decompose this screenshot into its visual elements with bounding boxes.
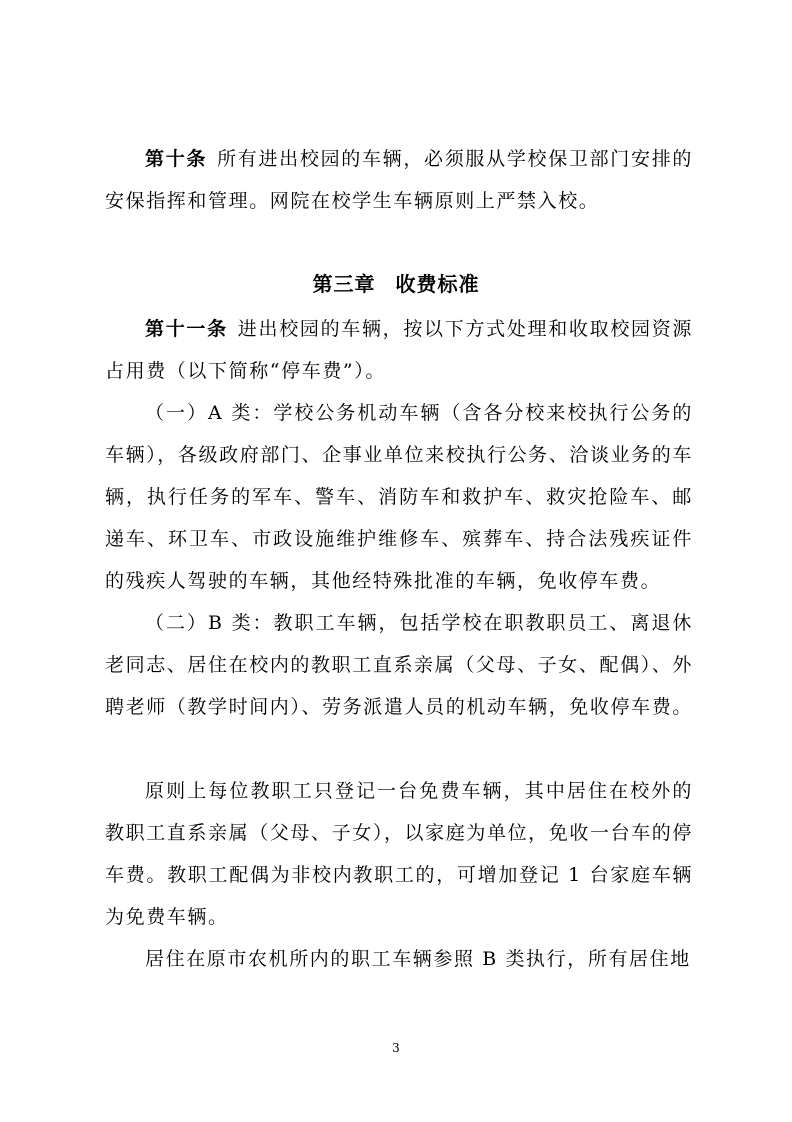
article-11-paragraph bbox=[105, 308, 693, 392]
item-b-paragraph: （二）B 类：教职工车辆，包括学校在职教职员工、离退休老同志、居住在校内的教职工直系亲属（父母、子女、配偶）、外聘老师（教学时间内）、劳务派遣人员的机动车辆，免收停车费。 bbox=[105, 612, 693, 718]
chapter-title: 收费标准 bbox=[395, 272, 480, 296]
registration-rule-paragraph: 原则上每位教职工只登记一台免费车辆，其中居住在校外的教职工直系亲属（父母、子女），以家庭为单位，免收一台车的停车费。教职工配偶为非校内教职工的，可增加登记 1 台家庭车辆为免费车辆。 bbox=[105, 780, 693, 928]
farm-machinery-institute-paragraph: 居住在原市农机所内的职工车辆参照 B 类执行，所有居住地 bbox=[145, 948, 691, 970]
chapter-number: 第三章 bbox=[312, 272, 376, 296]
article-10-text: 所有进出校园的车辆，必须服从学校保卫部门安排的安保指挥和管理。网院在校学生车辆原则上严禁入校。 bbox=[105, 148, 693, 212]
article-10-paragraph bbox=[105, 138, 693, 222]
page-number: 3 bbox=[392, 1041, 400, 1055]
article-10-lead: 第十条 bbox=[145, 148, 208, 170]
article-11-text: 进出校园的车辆，按以下方式处理和收取校园资源占用费（以下简称“停车费”）。 bbox=[105, 318, 694, 382]
article-11-lead: 第十一条 bbox=[145, 318, 228, 340]
item-a-paragraph: （一）A 类：学校公务机动车辆（含各分校来校执行公务的车辆），各级政府部门、企事业单位来校执行公务、洽谈业务的车辆，执行任务的军车、警车、消防车和救护车、救灾抢险车、邮递车、环卫车、市政设施维护维修车、殡葬车、持合法残疾证件的残疾人驾驶的车辆，其他经特殊批准的车辆，免收停车费。 bbox=[105, 402, 693, 592]
chapter-heading bbox=[0, 262, 792, 306]
